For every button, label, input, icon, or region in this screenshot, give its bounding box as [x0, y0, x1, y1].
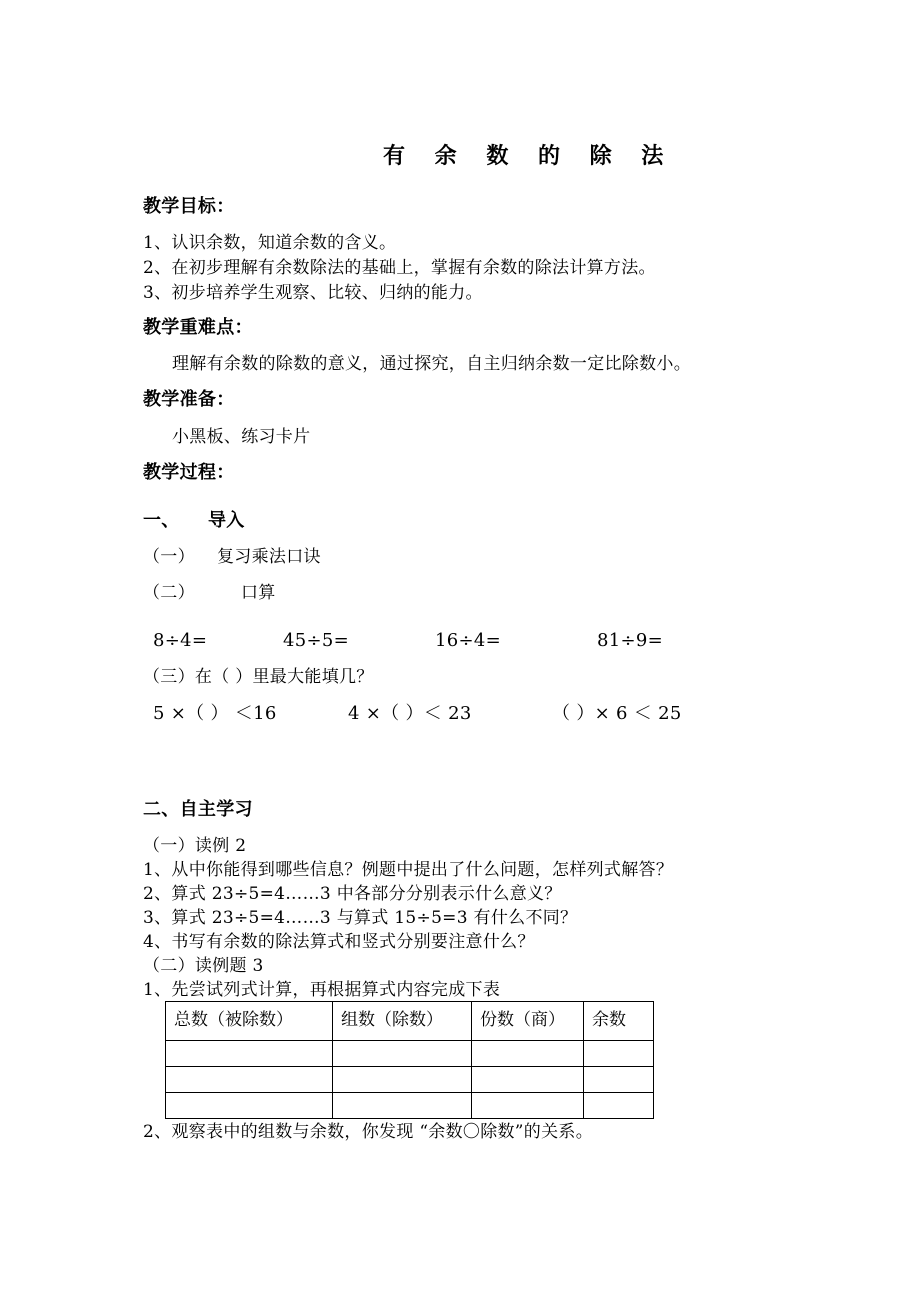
task1-text: 1、先尝试列式计算，再根据算式内容完成下表 — [143, 980, 501, 1000]
question-item: 1、从中你能得到哪些信息？例题中提出了什么问题，怎样列式解答？ — [143, 860, 674, 880]
goal-item: 1、认识余数，知道余数的含义。 — [143, 233, 397, 253]
fill-item: 5 ×（ ） ＜16 — [153, 703, 277, 724]
sub2-number: （二） — [143, 583, 195, 603]
calc-item: 16÷4= — [435, 630, 502, 651]
question-item: 3、算式 23÷5=4……3 与算式 15÷5=3 有什么不同？ — [143, 908, 578, 928]
table-cell — [584, 1041, 654, 1067]
table-cell — [166, 1093, 333, 1119]
table-cell — [166, 1067, 333, 1093]
sub2-text: 口算 — [241, 583, 276, 603]
table-cell — [584, 1093, 654, 1119]
task2-text: 2、观察表中的组数与余数，你发现 “余数〇除数”的关系。 — [143, 1122, 594, 1142]
table-cell — [472, 1041, 584, 1067]
sub1-text: 复习乘法口诀 — [217, 547, 321, 567]
question-item: 4、书写有余数的除法算式和竖式分别要注意什么？ — [143, 932, 535, 952]
page-title: 有 余 数 的 除 法 — [383, 144, 675, 169]
calc-item: 8÷4= — [153, 630, 208, 651]
table-row — [166, 1067, 654, 1093]
table-header-row — [166, 1002, 654, 1041]
goal-item: 3、初步培养学生观察、比较、归纳的能力。 — [143, 283, 483, 303]
section1-number: 一、 — [143, 510, 180, 531]
table-header-cell: 份数（商） — [472, 1002, 584, 1041]
preparation-text: 小黑板、练习卡片 — [172, 427, 311, 447]
calc-item: 81÷9= — [597, 630, 664, 651]
table-header-cell: 组数（除数） — [333, 1002, 472, 1041]
key-points-text: 理解有余数的除数的意义，通过探究，自主归纳余数一定比除数小。 — [172, 354, 691, 374]
table-cell — [472, 1093, 584, 1119]
table-cell — [333, 1067, 472, 1093]
goal-item: 2、在初步理解有余数除法的基础上，掌握有余数的除法计算方法。 — [143, 258, 656, 278]
table-header-cell: 余数 — [584, 1002, 654, 1041]
question-item: 2、算式 23÷5=4……3 中各部分分别表示什么意义？ — [143, 884, 562, 904]
fill-item: 4 ×（ ）＜ 23 — [348, 703, 472, 724]
read2-text: （二）读例题 3 — [143, 956, 264, 976]
table-row — [166, 1093, 654, 1119]
calc-item: 45÷5= — [283, 630, 350, 651]
key-points-heading: 教学重难点： — [143, 317, 253, 338]
goals-heading: 教学目标： — [143, 196, 235, 217]
section1-title: 导入 — [208, 510, 245, 531]
sub3-text: （三）在（ ）里最大能填几？ — [143, 667, 374, 687]
read1-text: （一）读例 2 — [143, 836, 247, 856]
table-cell — [584, 1067, 654, 1093]
sub1-number: （一） — [143, 547, 195, 567]
section2-heading: 二、自主学习 — [143, 799, 253, 820]
table-header-cell: 总数（被除数） — [166, 1002, 333, 1041]
table-cell — [166, 1041, 333, 1067]
table-cell — [472, 1067, 584, 1093]
table-cell — [333, 1093, 472, 1119]
table-row — [166, 1041, 654, 1067]
preparation-heading: 教学准备： — [143, 389, 235, 410]
process-heading: 教学过程： — [143, 462, 235, 483]
fill-item: （ ）× 6 ＜ 25 — [552, 703, 682, 724]
result-table — [165, 1001, 654, 1119]
table-cell — [333, 1041, 472, 1067]
